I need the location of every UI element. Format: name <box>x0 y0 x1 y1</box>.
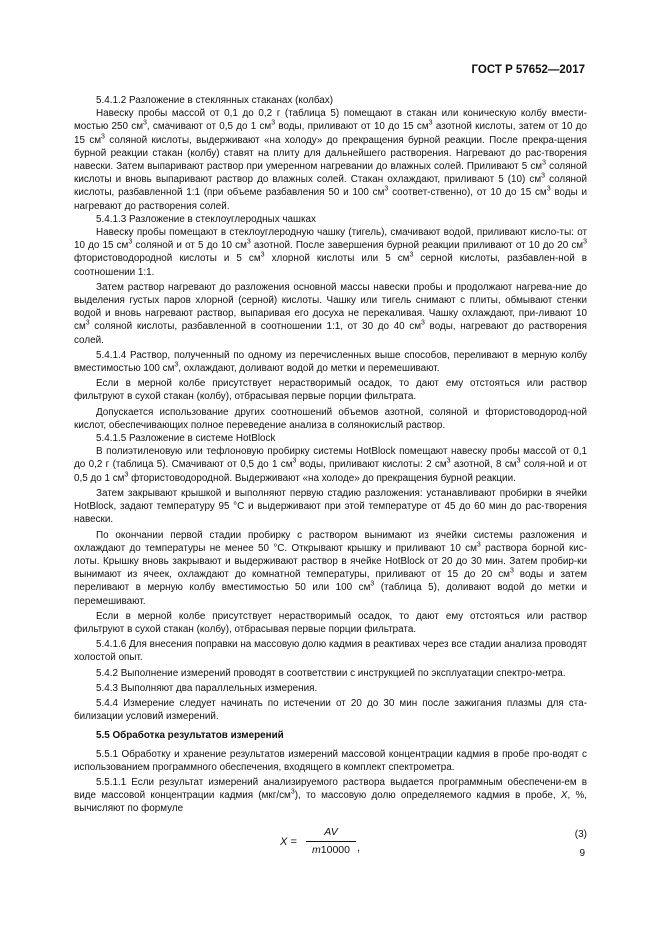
standard-header: ГОСТ Р 57652—2017 <box>471 64 585 76</box>
formula-fraction <box>306 826 356 857</box>
section-5-4-4: 5.4.4 Измерение следует начинать по истечении от 20 до 30 мин после зажигания плазмы для ста-билизации условий измерений. <box>74 697 587 723</box>
paragraph-glass-digestion: Навеску пробы массой от 0,1 до 0,2 г (таблица 5) помещают в стакан или коническую колбу вмести-мостью 250 $см^3$, смачивают от 0,5 до 1 $см^3$ воды, приливают от 10 до 15 $см^3$ азотной кислоты, затем от 10 до 15 $см^3$ соляной кислоты, выдерживают «на холоду» до прекращения бурной реакции. После прекра-щения бурной реакции стакан (колбу) ставят на плиту для дальнейшего растворения. Нагревают до рас-творения навески. Затем выпаривают раствор при умеренном нагревании до влажных солей. Приливают 5 $см^3$ соляной кислоты и вновь выпаривают раствор до влажных солей. Стакан охлаждают, приливают 5 (10) $см^3$ соляной кислоты, разбавленной 1:1 (при объеме разбавления 50 и 100 $см^3$ соответ-ственно), от 10 до 15 $см^3$ воды и нагревают до растворения солей. <box>74 108 588 212</box>
section-5-4-1-2-title: 5.4.1.2 Разложение в стеклянных стаканах (колбах) <box>96 95 334 106</box>
section-5-4-1-6: 5.4.1.6 Для внесения поправки на массовую долю кадмия в реактивах через все стадии анализа проводят холостой опыт. <box>74 639 587 664</box>
paragraph-hotblock: В полиэтиленовую или тефлоновую пробирку системы HotBlock помещают навеску пробы массой от 0,1 до 0,2 г (таблица 5). Смачивают от 0,5 до 1 $см^3$ воды, приливают кислоты: 2 $см^3$ азотной, 8 $см^3$ соля-ной и от 0,5 до 1 $см^3$ фтористоводородной. Выдерживают «на холоде» до прекращения бурной реакции. <box>74 446 587 484</box>
paragraph-sediment-2: Если в мерной колбе присутствует нерастворимый осадок, то дают ему отстояться или раствор фильтруют в сухой стакан (колбу), отбрасывая первые порции фильтрата. <box>74 610 587 635</box>
formula-denominator: m10000 <box>312 843 350 856</box>
paragraph-first-stage: Затем закрывают крышкой и выполняют первую стадию разложения: устанавливают пробирки в ячейки HotBlock, задают температуру 95 °С и выдерживают при этой температуре от 45 до 60 мин до рас-творения навески. <box>74 487 587 526</box>
document-body <box>74 94 587 864</box>
section-5-5-title: 5.5 Обработка результатов измерений <box>96 730 284 742</box>
formula-numerator: AV <box>306 826 356 842</box>
paragraph-second-stage: По окончании первой стадии пробирку с раствором вынимают из ячейки системы разложения и охлаждают до температуры не менее 50 °С. Открывают крышку и приливают 10 $см^3$ раствора борной кис-лоты. Крышку вновь закрывают и выдерживают раствор в ячейке HotBlock от 20 до 30 мин. Затем пробир-ки вынимают из ячеек, охлаждают до комнатной температуры, приливают от 15 до 20 $см^3$ воды и затем переливают в мерную колбу вместимостью 50 или 100 $см^3$ (таблица 5), доливают водой до метки и перемешивают. <box>74 529 588 607</box>
paragraph-glassy-carbon: Навеску пробы помещают в стеклоуглеродную чашку (тигель), смачивают водой, приливают кисло-ты: от 10 до 15 $см^3$ соляной и от 5 до 10 $см^3$ азотной. После завершения бурной реакции приливают от 10 до 20 $см^3$ фтористоводородной кислоты и 5 $см^3$ хлорной кислоты или 5 $см^3$ серной кислоты, разбавлен-ной в соотношении 1:1. <box>74 227 588 278</box>
section-5-5-1: 5.5.1 Обработку и хранение результатов измерений массовой концентрации кадмия в пробе про-водят с использованием программного обеспечения, входящего в комплект спектрометра. <box>74 748 587 773</box>
section-5-4-3: 5.4.3 Выполняют два параллельных измерения. <box>96 682 318 694</box>
paragraph-sediment: Если в мерной колбе присутствует нерастворимый осадок, то дают ему отстояться или раствор фильтруют в сухой стакан (колбу), отбрасывая первые порции фильтрата. <box>74 378 587 403</box>
paragraph-heating: Затем раствор нагревают до разложения основной массы навески пробы и продолжают нагрева-ние до выделения густых паров хлорной (серной) кислоты. Чашку или тигель снимают с плиты, обмывают стенки водой и вновь нагревают раствор, выпаривая его досуха не перекаливая. Чашку охлаждают, при-ливают 10 $см^3$ соляной кислоты, разбавленной в соотношении 1:1, от 30 до 40 $см^3$ воды, нагревают до растворения солей. <box>74 281 588 346</box>
formula-punctuation: , <box>357 841 361 854</box>
formula-number: (3) <box>574 828 587 840</box>
paragraph-other-ratios: Допускается использование других соотношений объемов азотной, соляной и фтористоводород-ной кислот, обеспечивающих полное переведение анализа в солянокислый раствор. <box>74 406 587 431</box>
section-5-4-1-3-title: 5.4.1.3 Разложение в стеклоуглеродных чашках <box>96 213 316 225</box>
formula-3 <box>74 824 587 864</box>
page-number: 9 <box>579 848 585 859</box>
section-5-5-1-1: 5.5.1.1 Если результат измерений анализируемого раствора выдается программным обеспечени-ем в виде массовой концентрации кадмия $(мкг/см^3)$, то массовую долю определяемого кадмия в пробе, X, %, вычисляют по формуле <box>74 776 587 815</box>
section-5-4-2: 5.4.2 Выполнение измерений проводят в соответствии с инструкцией по эксплуатации спектро-метра. <box>96 667 566 679</box>
section-5-4-1-4: 5.4.1.4 Раствор, полученный по одному из перечисленных выше способов, переливают в мерную колбу вместимостью 100 $см^3$, охлаждают, доливают водой до метки и перемешивают. <box>74 349 587 375</box>
section-5-4-1-5-title: 5.4.1.5 Разложение в системе HotBlock <box>96 433 276 445</box>
formula-lhs: X = <box>280 835 297 848</box>
